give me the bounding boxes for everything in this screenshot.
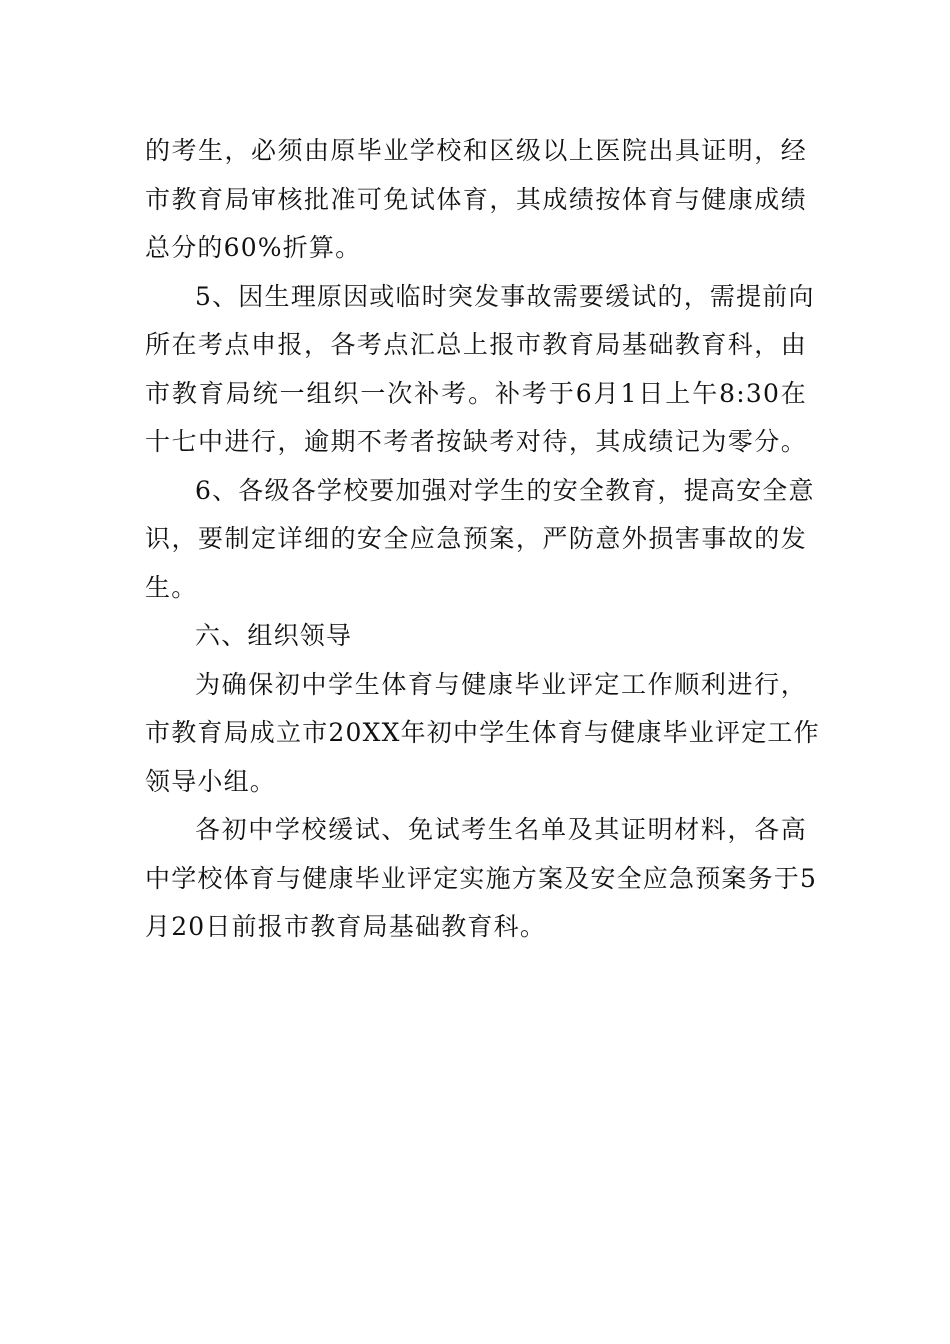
text-line: 所在考点申报，各考点汇总上报市教育局基础教育科，由 bbox=[145, 330, 807, 359]
text-line: 为确保初中学生体育与健康毕业评定工作顺利进行， bbox=[195, 669, 807, 699]
text-line: 各初中学校缓试、免试考生名单及其证明材料，各高 bbox=[195, 815, 807, 844]
text-line: 市教育局审核批准可免试体育，其成绩按体育与健康成绩 bbox=[145, 184, 807, 214]
text-line: 月20日前报市教育局基础教育科。 bbox=[145, 912, 547, 941]
text-line: 识，要制定详细的安全应急预案，严防意外损害事故的发 bbox=[145, 524, 807, 553]
text-line: 市教育局统一组织一次补考。补考于6月1日上午8:30在 bbox=[145, 378, 807, 408]
text-line: 5、因生理原因或临时突发事故需要缓试的，需提前向 bbox=[195, 281, 815, 311]
text-line: 总分的60%折算。 bbox=[145, 233, 362, 262]
text-line: 6、各级各学校要加强对学生的安全教育，提高安全意 bbox=[195, 475, 815, 505]
text-line: 的考生，必须由原毕业学校和区级以上医院出具证明，经 bbox=[145, 136, 807, 165]
text-line: 十七中进行，逾期不考者按缺考对待，其成绩记为零分。 bbox=[145, 427, 807, 456]
text-line: 领导小组。 bbox=[145, 766, 277, 796]
text-line: 生。 bbox=[145, 572, 198, 602]
section-heading: 六、组织领导 bbox=[195, 621, 353, 650]
text-line: 市教育局成立市20XX年初中学生体育与健康毕业评定工作 bbox=[145, 718, 820, 747]
document-body bbox=[145, 127, 820, 952]
text-line: 中学校体育与健康毕业评定实施方案及安全应急预案务于5 bbox=[145, 863, 818, 893]
